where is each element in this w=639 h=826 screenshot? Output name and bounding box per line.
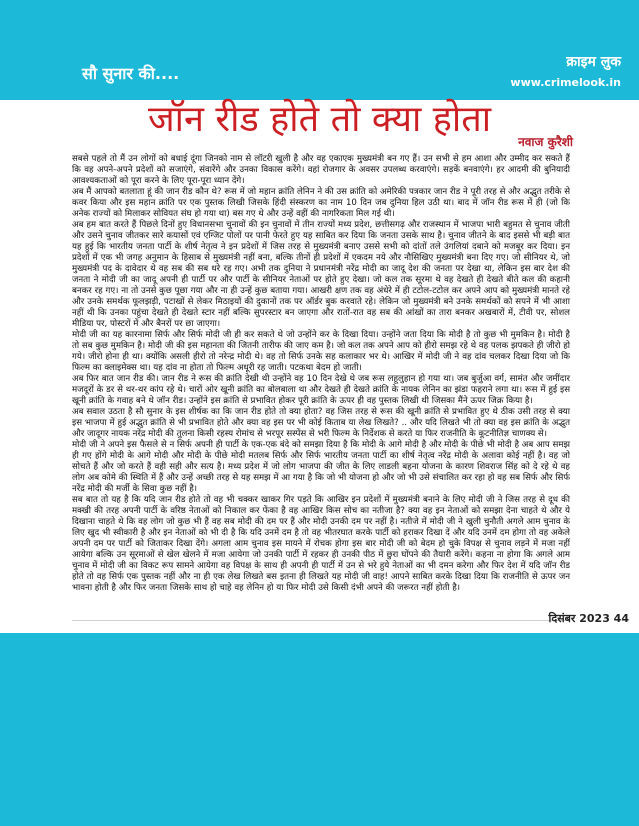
page-number: दिसंबर 2023 44 — [548, 612, 629, 625]
website-link[interactable]: www.crimelook.in — [510, 76, 621, 89]
article-paragraph: अब फिर बात जान रीड की। जान रीड ने रूस की क्रांति देखी थी उन्होंने वह 10 दिन देखे थे जब रूस लहूलुहान हो गया था। जब बुर्जुआ वर्ग, सामंत और जमींदार मजदूरों के डर से थर-थर कांप रहे थे। चारों ओर खूनी क्रांति का बोलबाला था और देखते ही देखते क्रांति के नायक लेनिन का झंडा फहराने लगा था। रूस में हुई इस खूनी क्रांति के गवाह बने थे जॉन रीड। उन्होंने इस क्रांति से प्रभावित होकर पूरी क्रांति के ऊपर ही वह पुस्तक लिखी थी जिसका मैंने ऊपर जिक्र किया है। — [72, 374, 570, 406]
article-paragraph: अब सवाल उठता है सौ सुनार के इस शीर्षक का कि जान रीड होते तो क्या होता? वह जिस तरह से रूस की खूनी क्रांति से प्रभावित हुए थे ठीक उसी तरह से क्या इस भाजपा में हुई अद्भुत क्रांति से भी प्रभावित होते और क्या वह इस पर भी कोई किताब या लेख लिखते? .. और यदि लिखते भी तो क्या वह इस क्रांति के अद्भुत और जादूगर नायक नरेंद्र मोदी की तुलना किसी रहस्य रोमांच से भरपूर सस्पेंस से भरी फिल्म के निर्देशक से करते या फिर राजनीति के कूटनीतिज्ञ चाणक्य से। — [72, 407, 570, 439]
article-paragraph: अब हम बात करते हैं पिछले दिनों हुए विधानसभा चुनावों की इन चुनावों में तीन राज्यों मध्य प्रदेश, छत्तीसगढ़ और राजस्थान में भाजपा भारी बहुमत से चुनाव जीती और उसने चुनाव जीतकर सारे कयासों एवं एग्जिट पोलों पर पानी फेरते हुए यह साबित कर दिया कि जनता उसके साथ है। चुनाव जीतने के बाद इससे भी बड़ी बात यह हुई कि भारतीय जनता पार्टी के शीर्ष नेतृत्व ने इन प्रदेशों में जिस तरह से मुख्यमंत्री बनाए उससे सभी को दांतों तले उंगलियां दबाने को मजबूर कर दिया। इन प्रदेशों में एक भी जगह अनुमान के हिसाब से मुख्यमंत्री नहीं बना, बल्कि तीनों ही प्रदेशों में एकदम नये और नौसिखिए मुख्यमंत्री बना दिए गए। जो सीनियर थे, जो मुख्यमंत्री पद के दावेदार थे वह सब की सब धरे रह गए। अभी तक दुनिया ने प्रधानमंत्री नरेंद्र मोदी का जादू देश की जनता पर देखा था, लेकिन इस बार देश की जनता ने मोदी जी का जादू अपनी ही पार्टी पर और पार्टी के सीनियर नेताओं पर होते हुए देखा। जो कल तक सूरमा थे वह देखते ही देखते बीते कल की कहानी बनकर रह गए। ना तो उनसे कुछ पूछा गया और ना ही उन्हें कुछ बताया गया। आखरी क्षण तक वह अंधेरे में ही टटोल-टटोल कर अपने आप को मुख्यमंत्री मानते रहे और उनके समर्थक फूलझड़ी, पटाखों से लेकर मिठाइयों की दुकानों तक पर ऑर्डर बुक करवाते रहे। लेकिन जो मुख्यमंत्री बने उनके समर्थकों को सपने में भी आशा नहीं थी कि उनका पहुंचा देखते ही देखते स्टार नहीं बल्कि सुपरस्टार बन जाएगा और रातों-रात वह सब की आंखों का तारा बनकर अखबारों में, टीवी पर, सोशल मीडिया पर, पोस्टरों में और बैनरों पर छा जाएगा। — [72, 220, 570, 329]
bottom-band — [0, 633, 639, 826]
article-body — [72, 154, 570, 594]
header-band — [0, 0, 639, 100]
author-byline: नवाज कुरैशी — [518, 135, 573, 149]
article-paragraph: अब मैं आपको बतलाता हूं की जान रीड कौन थे? रूस में जो महान क्रांति लेनिन ने की उस क्रांति को अमेरिकी पत्रकार जान रीड ने पूरी तरह से और अद्भुत तरीके से कवर किया और इस महान क्रांति पर एक पुस्तक लिखी जिसके हिंदी संस्करण का नाम 10 दिन जब दुनिया हिल उठी था। बाद में जॉन रीड रूस में ही (जो कि अनेक राज्यों को मिलाकर सोवियत संघ हो गया था) बस गए थे और उन्हें वहीं की नागरिकता मिल गई थी। — [72, 187, 570, 219]
brand-logo-text: क्राइम लुक — [566, 54, 621, 70]
article-paragraph: मोदी जी का यह कारनामा सिर्फ और सिर्फ मोदी जी ही कर सकते थे जो उन्होंने कर के दिखा दिया। उन्होंने जता दिया कि मोदी है तो कुछ भी मुमकिन है। मोदी है तो सब कुछ मुमकिन है। मोदी जी की इस महानता की जितनी तारीफ की जाए कम है। जो कल तक अपने आप को हीरो समझ रहे थे वह पलक झपकते ही जीरो हो गये। जीरो होना ही था। क्योंकि असली हीरो तो नरेन्द्र मोदी थे। वह तो सिर्फ उनके सह कलाकार भर थे। आखिर में मोदी जी ने वह दांव चलकर दिखा दिया जो कि फिल्म का क्लाइमेक्स था। यह दांव ना होता तो फिल्म अधूरी रह जाती। पटकथा बेदम हो जाती। — [72, 330, 570, 373]
article-headline: जॉन रीड होते तो क्या होता — [147, 99, 492, 140]
article-paragraph: मोदी जी ने अपने इस फैसले से न सिर्फ अपनी ही पार्टी के एक-एक बंदे को समझा दिया है कि मोदी के आगे मोदी है और मोदी के पीछे भी मोदी है अब आप समझ ही गए होंगे मोदी के आगे मोदी और मोदी के पीछे मोदी मतलब सिर्फ और सिर्फ भारतीय जनता पार्टी का शीर्ष नेतृत्व नरेंद्र मोदी के अलावा कोई नहीं है। वह जो सोचते हैं और जो करते हैं वही सही और सत्य है। मध्य प्रदेश में जो लोग भाजपा की जीत के लिए लाडली बहना योजना के कारण शिवराज सिंह को दे रहे थे वह लोग अब कोमे की स्थिति में हैं और उन्हें अच्छी तरह से यह समझ में आ गया है कि जो भी योजना हो और जो भी उसे संचालित कर रहा हो वह सब सिर्फ और सिर्फ नरेंद्र मोदी की मर्जी के सिवा कुछ नहीं है। — [72, 440, 570, 494]
article-paragraph: सब बात तो यह है कि यदि जान रीड होते तो वह भी चक्कर खाकर गिर पड़ते कि आखिर इन प्रदेशों में मुख्यमंत्री बनाने के लिए मोदी जी ने जिस तरह से दूध की मक्खी की तरह अपनी पार्टी के वरिष्ठ नेताओं को निकाल कर फेंका है वह आखिर किस सोच का नतीजा है? क्या वह इन नेताओं को समझा देना चाहते थे और ये दिखाना चाहते थे कि वह लोग जो कुछ भी हैं वह सब मोदी की दम पर हैं और मोदी उनकी दम पर नहीं है। नतीजे में मोदी जी ने खुली चुनौती अगले आम चुनाव के लिए खुद भी स्वीकारी है और इन नेताओं को भी दी है कि यदि उनमें दम है तो वह भीतरघात करके पार्टी को हराकर दिखा दें और यदि उनमें दम होगा तो वह अकेले अपनी दम पर पार्टी को जिताकर दिखा देंगे। अगला आम चुनाव इस मायने में रोचक होगा इस बार मोदी जी को बेदम हो चुके विपक्ष से चुनाव लड़ने में मजा नहीं आयेगा बल्कि उन सूरमाओं से खेल खेलने में मजा आयेगा जो उनकी पार्टी में रहकर ही उनकी पीठ में छुरा घोंपने की तैयारी करेंगे। कहना ना होगा कि अगले आम चुनाव में मोदी जी का विकट रूप सामने आयेगा वह विपक्ष के साथ ही अपनी ही पार्टी में उन से भरे हुये नेताओं का भी दमन करेगा और फिर देश में यदि जॉन रीड होते तो वह सिर्फ एक पुस्तक नहीं और ना ही एक लेख लिखते बस इतना ही लिखते यह मोदी जी वाह! आपने साबित करके दिखा दिया कि राजनीति से ऊपर जन भावना होती है और फिर जनता जिसके साथ हो चाहे वह लेनिन हो या फिर मोदी उसे किसी दंभी अपने की जरूरत नहीं होती है। — [72, 495, 570, 593]
footer-divider — [72, 620, 570, 621]
column-title: सौ सुनार की.... — [82, 64, 180, 83]
article-paragraph: सबसे पहले तो मैं उन लोगों को बधाई दूंगा जिनको नाम से लॉटरी खुली है और वह एकाएक मुख्यमंत्री बन गए हैं। उन सभी से हम आशा और उम्मीद कर सकते हैं कि वह अपने-अपने प्रदेशों को सजाएंगे, संवारेंगे और उनका विकास करेंगे। वहां रोजगार के अवसर उपलब्ध करवाएंगे। सड़कें बनवाएंगे। हर आदमी की बुनियादी आवश्यकताओं को पूरा करने के लिए पूरा-पूरा ध्यान देंगे। — [72, 154, 570, 186]
